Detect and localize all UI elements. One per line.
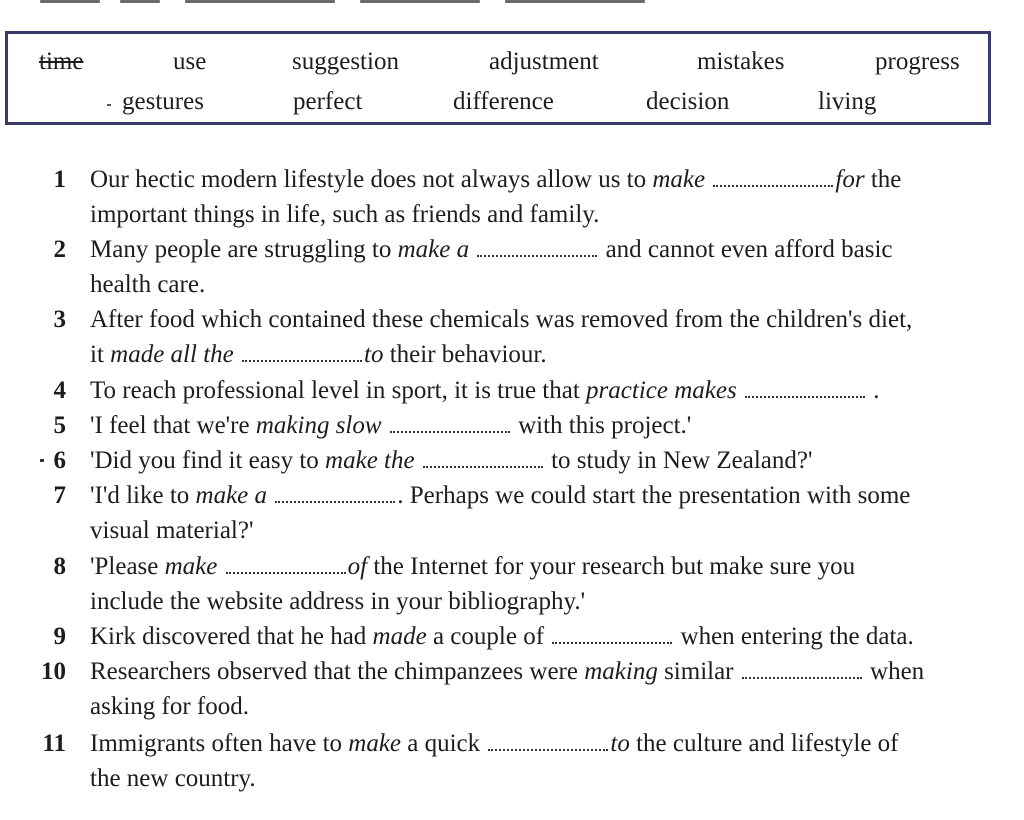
- item-line: After food which contained these chemicals was removed from the children's diet,: [90, 306, 913, 333]
- item-number: 2: [53, 236, 66, 263]
- word-suggestion: suggestion: [292, 48, 399, 75]
- item-number: 5: [53, 412, 66, 439]
- word-difference: difference: [453, 88, 554, 115]
- cropped-top-text: [0, 0, 1024, 4]
- item-line: important things in life, such as friends and family.: [90, 201, 600, 228]
- answer-blank[interactable]: [390, 419, 510, 433]
- item-number: 6: [53, 447, 66, 474]
- item-line: health care.: [90, 271, 206, 298]
- item-line: 'I feel that we're making slow with this project.': [90, 412, 692, 439]
- answer-blank[interactable]: [552, 630, 672, 644]
- item-number: 11: [42, 730, 66, 757]
- item-line: visual material?': [90, 517, 254, 544]
- word-use: use: [173, 48, 207, 75]
- stray-mark: [107, 104, 111, 106]
- item-line: 'Please make of the Internet for your research but make sure you: [90, 553, 856, 580]
- word-living: living: [818, 88, 877, 115]
- item-line: Immigrants often have to make a quick to the culture and lifestyle of: [90, 730, 899, 757]
- answer-blank[interactable]: [477, 243, 597, 257]
- word-bank-box: [5, 31, 991, 125]
- item-line: include the website address in your bibliography.': [90, 588, 586, 615]
- item-line: it made all the to their behaviour.: [90, 341, 547, 368]
- answer-blank[interactable]: [488, 737, 608, 751]
- item-line: To reach professional level in sport, it is true that practice makes .: [90, 377, 880, 404]
- word-perfect: perfect: [293, 88, 363, 115]
- word-decision: decision: [646, 88, 730, 115]
- item-line: Our hectic modern lifestyle does not always allow us to make for the: [90, 166, 902, 193]
- word-gestures: gestures: [122, 88, 204, 115]
- word-progress: progress: [875, 48, 960, 75]
- word-mistakes: mistakes: [697, 48, 785, 75]
- item-line: 'I'd like to make a . Perhaps we could start the presentation with some: [90, 482, 911, 509]
- item-line: Kirk discovered that he had made a couple of when entering the data.: [90, 623, 914, 650]
- item-number: 4: [53, 377, 66, 404]
- item-line: Researchers observed that the chimpanzees were making similar when: [90, 658, 925, 685]
- word-adjustment: adjustment: [489, 48, 599, 75]
- word-time: time: [39, 48, 84, 75]
- answer-blank[interactable]: [275, 489, 395, 503]
- answer-blank[interactable]: [226, 560, 346, 574]
- answer-blank[interactable]: [423, 454, 543, 468]
- item-number: 1: [53, 166, 66, 193]
- item-line: asking for food.: [90, 693, 249, 720]
- item-line: 'Did you find it easy to make the to study in New Zealand?': [90, 447, 813, 474]
- answer-blank[interactable]: [742, 665, 862, 679]
- answer-blank[interactable]: [242, 348, 362, 362]
- answer-blank[interactable]: [745, 384, 865, 398]
- item-number: 10: [41, 658, 66, 685]
- item-number: 3: [53, 306, 66, 333]
- item-number: 8: [53, 553, 66, 580]
- item-number: 9: [53, 623, 66, 650]
- item-line: Many people are struggling to make a and cannot even afford basic: [90, 236, 893, 263]
- item-number: 7: [53, 482, 66, 509]
- item-line: the new country.: [90, 765, 256, 792]
- answer-blank[interactable]: [713, 173, 833, 187]
